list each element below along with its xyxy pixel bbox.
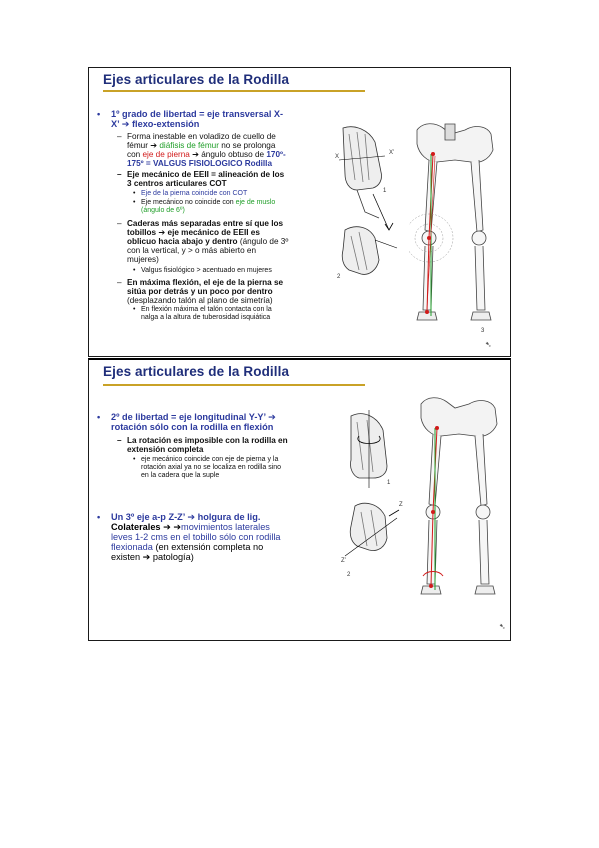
bullet-1: • 2º de libertad = eje longitudinal Y-Y’ ➔ rotación sólo con la rodilla en flexión — [97, 412, 276, 432]
leg-skeleton-illustration — [409, 120, 499, 335]
slide-title: Ejes articulares de la Rodilla — [103, 364, 290, 379]
figure-label-1: 1 — [387, 480, 391, 486]
sub-bullet-2: – Eje mecánico de EEII = alineación de los 3 centros articulares COT — [117, 170, 285, 188]
figure-label-z: Z — [399, 502, 403, 508]
tertiary-bullet-4: • En flexión máxima el talón contacta con la nalga a la altura de tuberosidad isquiática — [133, 306, 272, 321]
sub-bullet-1: – Forma inestable en voladizo de cuello de fémur ➔ diáfisis de fémur no se prolonga con eje de pierna ➔ ángulo obtuso de 170º- 175º = VALGUS FISIOLOGICO Rodilla — [117, 132, 286, 168]
slide-2 — [88, 358, 511, 641]
title-underline — [103, 90, 365, 92]
sub-bullet-1: – La rotación es imposible con la rodilla en extensión completa — [117, 436, 288, 454]
cursor-icon: ➷ — [499, 622, 506, 631]
tertiary-bullet-2: • Eje mecánico no coincide con eje de muslo (ángulo de 6º) — [133, 199, 276, 214]
figure-label-zp: Z’ — [341, 558, 346, 564]
figure-label-3: 3 — [481, 328, 485, 334]
slide-title: Ejes articulares de la Rodilla — [103, 72, 290, 87]
leg-rotation-skeleton-illustration — [415, 394, 501, 606]
figure-label-2: 2 — [347, 572, 351, 578]
sub-bullet-3: – Caderas más separadas entre sí que los tobillos ➔ eje mecánico de EEII es oblicuo hacia abajo y dentro (ángulo de 3º con la vertical, y > o más abierto en mujeres) — [117, 219, 289, 264]
knee-rotation-illustration — [341, 406, 411, 586]
figure-label-x: X — [335, 154, 340, 160]
figure-label-2: 2 — [337, 274, 341, 280]
tertiary-bullet-3: • Valgus fisiológico > acentuado en mujeres — [133, 267, 272, 274]
cursor-icon: ➷ — [485, 340, 492, 349]
knee-flexion-illustration — [335, 120, 405, 290]
bullet-2: • Un 3º eje a-p Z-Z’ ➔ holgura de lig. Colaterales ➔ ➔movimientos laterales leves 1-2 cms en el tobillo sólo con rodilla flexionada (en extensión completa no existen ➔ patología) — [97, 512, 281, 562]
tertiary-bullet-1: • eje mecánico coincide con eje de pierna y la rotación axial ya no se localiza en rodilla sino en la cadera que la suple — [133, 456, 282, 479]
tertiary-bullet-1: • Eje de la pierna coincide con COT — [133, 190, 248, 197]
bullet-1: • 1º grado de libertad = eje transversal X- X’ ➔ flexo-extensión — [97, 109, 284, 129]
sub-bullet-4: – En máxima flexión, el eje de la pierna se sitúa por detrás y un poco por dentro (desplazando talón al plano de simetría) — [117, 278, 284, 305]
figure-label-1: 1 — [383, 188, 387, 194]
slide-1 — [88, 67, 511, 357]
title-underline — [103, 384, 365, 386]
figure-label-xp: X’ — [389, 150, 395, 156]
